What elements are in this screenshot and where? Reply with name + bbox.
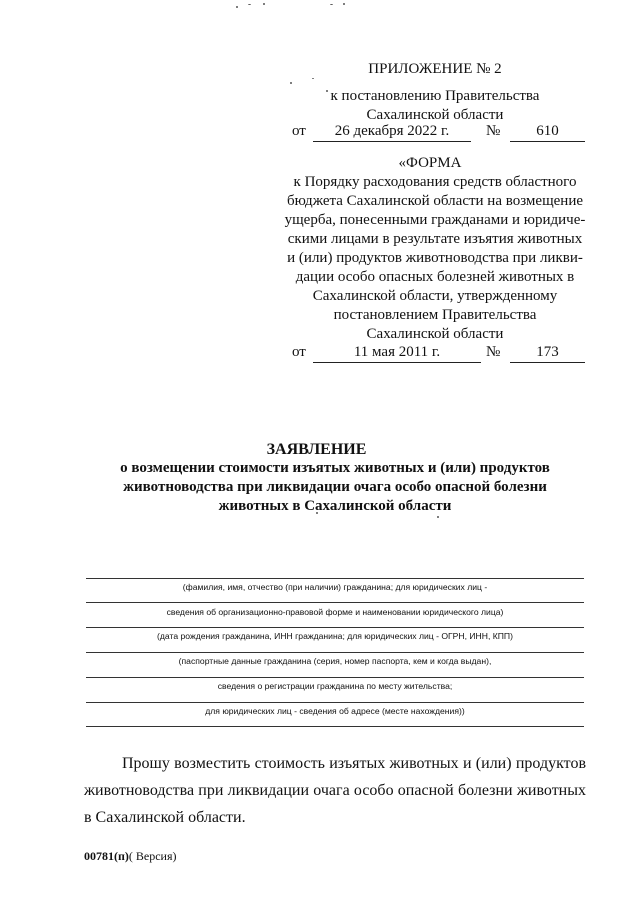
scan-speck [343,3,345,5]
scan-speck [330,4,333,5]
fill-line [86,652,584,653]
form-date-prefix: от [292,344,306,360]
form-title: «ФОРМА [398,155,462,171]
scan-speck [290,82,292,84]
form-line: и (или) продуктов животноводства при ликви- [287,250,583,266]
appendix-date-prefix: от [292,123,306,139]
application-subtitle-line: животноводства при ликвидации очага особо опасной болезни [123,479,547,495]
form-date: 11 мая 2011 г. [313,343,481,363]
form-number: 173 [510,343,585,363]
field-caption: (дата рождения гражданина, ИНН гражданина; для юридических лиц - ОГРН, ИНН, КПП) [157,631,513,641]
fill-line [86,702,584,703]
application-subtitle-line: о возмещении стоимости изъятых животных и (или) продуктов [120,460,550,476]
appendix-date: 26 декабря 2022 г. [313,122,471,142]
form-number-prefix: № [486,344,501,360]
field-caption: для юридических лиц - сведения об адресе (месте нахождения)) [205,706,465,716]
document-code: 00781(п) [84,849,129,863]
form-line: Сахалинской области, утвержденному [312,288,558,304]
appendix-line-1: к постановлению Правительства [330,88,540,104]
form-line: к Порядку расходования средств областного [293,174,577,190]
fill-line [86,726,584,727]
field-caption: (паспортные данные гражданина (серия, номер паспорта, кем и когда выдан), [178,656,492,666]
footer [84,848,177,864]
scan-speck [248,4,251,5]
fill-line [86,602,584,603]
form-line: бюджета Сахалинской области на возмещение [286,193,584,209]
document-version: ( Версия) [128,849,177,863]
request-paragraph: Прошу возместить стоимость изъятых животных и (или) продуктов животноводства при ликвидации очага особо опасной болезни животных в Сахалинской области. [84,755,586,826]
scan-speck [263,3,265,5]
form-line: Сахалинской области [366,326,504,342]
form-line: скими лицами в результате изъятия животных [287,231,583,247]
appendix-line-2: Сахалинской области [366,107,504,123]
scan-speck [437,516,439,518]
field-caption: (фамилия, имя, отчество (при наличии) гражданина; для юридических лиц - [182,582,488,592]
application-title: ЗАЯВЛЕНИЕ [266,441,367,458]
form-line: постановлением Правительства [333,307,537,323]
fill-line [86,627,584,628]
field-caption: сведения об организационно-правовой форме и наименовании юридического лица) [166,607,504,617]
scan-speck [236,6,238,8]
fill-line [86,578,584,579]
field-caption: сведения о регистрации гражданина по месту жительства; [217,681,453,691]
appendix-title: ПРИЛОЖЕНИЕ № 2 [368,61,502,77]
application-subtitle-line: животных в Сахалинской области [218,498,452,514]
appendix-number: 610 [510,122,585,142]
fill-line [86,677,584,678]
appendix-number-prefix: № [486,123,501,139]
form-line: ущерба, понесенными гражданами и юридиче- [284,212,586,228]
form-line: дации особо опасных болезней животных в [295,269,575,285]
